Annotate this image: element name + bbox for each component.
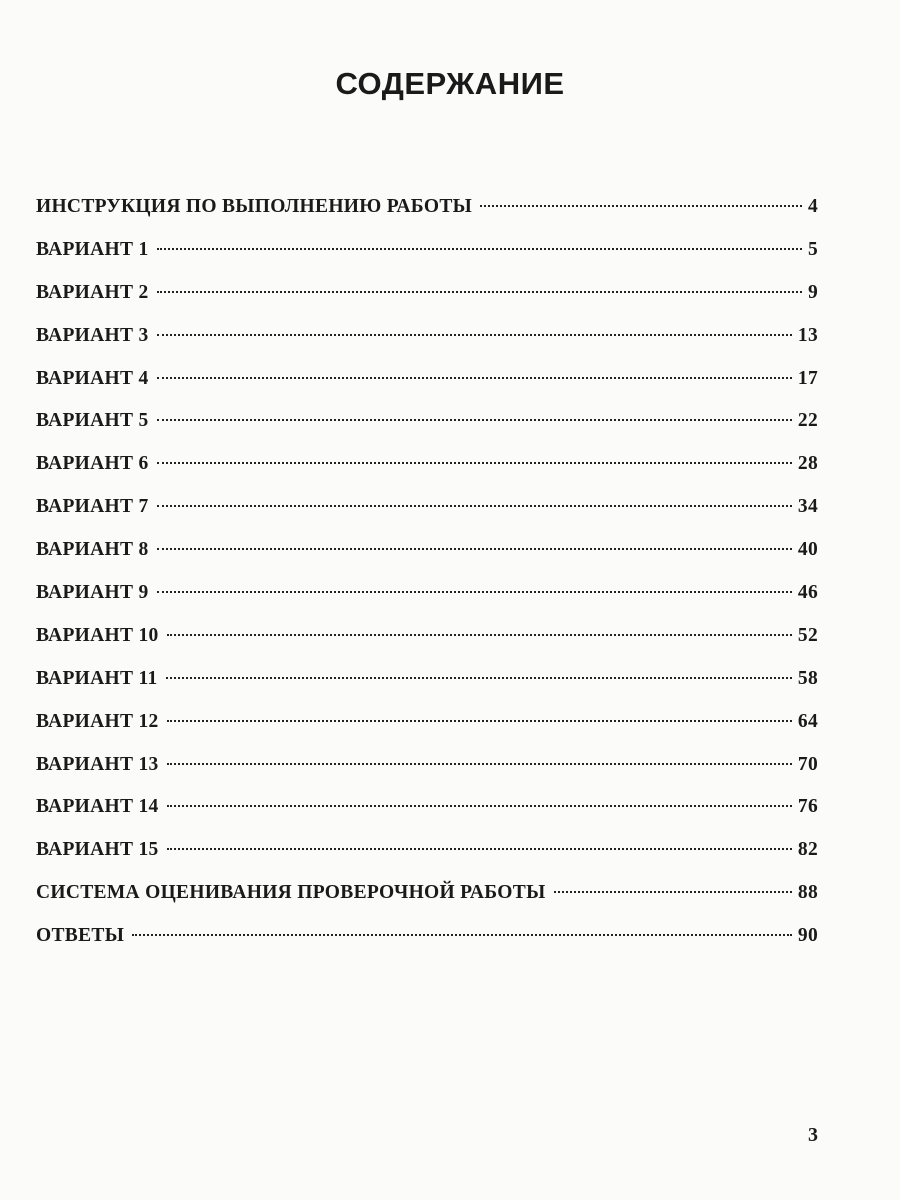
toc-entry	[36, 358, 818, 401]
toc-entry	[36, 400, 818, 443]
toc-entry-page: 4	[807, 196, 818, 217]
toc-entry-title: ВАРИАНТ 8	[36, 539, 149, 561]
toc-dot-leader	[132, 934, 792, 936]
toc-entry-title: ИНСТРУКЦИЯ ПО ВЫПОЛНЕНИЮ РАБОТЫ	[36, 196, 473, 217]
toc-entry-title: ВАРИАНТ 6	[36, 453, 149, 475]
toc-entry-title: ВАРИАНТ 14	[36, 796, 159, 818]
toc-entry	[36, 829, 818, 872]
toc-entry-title: ВАРИАНТ 15	[36, 839, 159, 861]
toc-entry	[36, 744, 818, 787]
toc-entry-page: 64	[797, 710, 818, 732]
toc-entry	[36, 615, 818, 658]
toc-dot-leader	[157, 377, 792, 379]
toc-entry-title: ВАРИАНТ 10	[36, 624, 159, 646]
toc-dot-leader	[167, 634, 792, 636]
toc-entry-title: ВАРИАНТ 13	[36, 753, 159, 775]
toc-entry	[36, 315, 818, 358]
toc-entry-page: 46	[797, 582, 818, 604]
toc-entry-title: ВАРИАНТ 9	[36, 582, 149, 604]
toc-entry-page: 40	[797, 539, 818, 561]
toc-entry-title: ВАРИАНТ 1	[36, 238, 149, 260]
toc-dot-leader	[157, 591, 792, 593]
toc-entry-title: ОТВЕТЫ	[36, 925, 125, 947]
toc-dot-leader	[157, 505, 792, 507]
toc-entry	[36, 486, 818, 529]
toc-dot-leader	[157, 548, 792, 550]
toc-entry-page: 70	[797, 753, 818, 775]
toc-entry	[36, 443, 818, 486]
toc-entry-page: 5	[807, 238, 818, 260]
toc-dot-leader	[157, 462, 792, 464]
toc-entry-page: 34	[797, 496, 818, 518]
table-of-contents	[36, 186, 818, 958]
toc-entry	[36, 701, 818, 744]
toc-entry-title: ВАРИАНТ 11	[36, 667, 158, 689]
toc-entry-page: 90	[797, 925, 818, 947]
toc-dot-leader	[480, 205, 802, 207]
toc-entry-page: 58	[797, 667, 818, 689]
toc-entry	[36, 872, 818, 915]
toc-entry	[36, 272, 818, 315]
toc-entry	[36, 572, 818, 615]
toc-dot-leader	[157, 291, 802, 293]
toc-dot-leader	[157, 419, 792, 421]
toc-entry-title: ВАРИАНТ 2	[36, 281, 149, 303]
toc-entry	[36, 915, 818, 958]
toc-entry-page: 76	[797, 796, 818, 818]
toc-entry-page: 17	[797, 367, 818, 389]
toc-entry-page: 82	[797, 839, 818, 861]
toc-entry	[36, 186, 818, 229]
toc-entry	[36, 529, 818, 572]
toc-dot-leader	[157, 248, 802, 250]
toc-entry-page: 28	[797, 453, 818, 475]
toc-entry-title: СИСТЕМА ОЦЕНИВАНИЯ ПРОВЕРОЧНОЙ РАБОТЫ	[36, 882, 546, 904]
toc-dot-leader	[157, 334, 792, 336]
toc-dot-leader	[166, 677, 792, 679]
toc-entry-page: 13	[797, 324, 818, 346]
toc-entry	[36, 786, 818, 829]
toc-dot-leader	[167, 805, 792, 807]
toc-entry-page: 52	[797, 624, 818, 646]
toc-entry-title: ВАРИАНТ 3	[36, 324, 149, 346]
toc-entry-page: 88	[797, 882, 818, 904]
toc-entry	[36, 658, 818, 701]
toc-entry	[36, 229, 818, 272]
toc-entry-title: ВАРИАНТ 7	[36, 496, 149, 518]
toc-entry-page: 9	[807, 281, 818, 303]
toc-entry-page: 22	[797, 410, 818, 432]
toc-entry-title: ВАРИАНТ 12	[36, 710, 159, 732]
toc-dot-leader	[167, 848, 792, 850]
page-number: 3	[808, 1124, 818, 1146]
toc-dot-leader	[554, 891, 792, 893]
toc-dot-leader	[167, 720, 792, 722]
toc-entry-title: ВАРИАНТ 4	[36, 367, 149, 389]
toc-dot-leader	[167, 763, 792, 765]
toc-entry-title: ВАРИАНТ 5	[36, 410, 149, 432]
page-title: СОДЕРЖАНИЕ	[335, 66, 565, 101]
